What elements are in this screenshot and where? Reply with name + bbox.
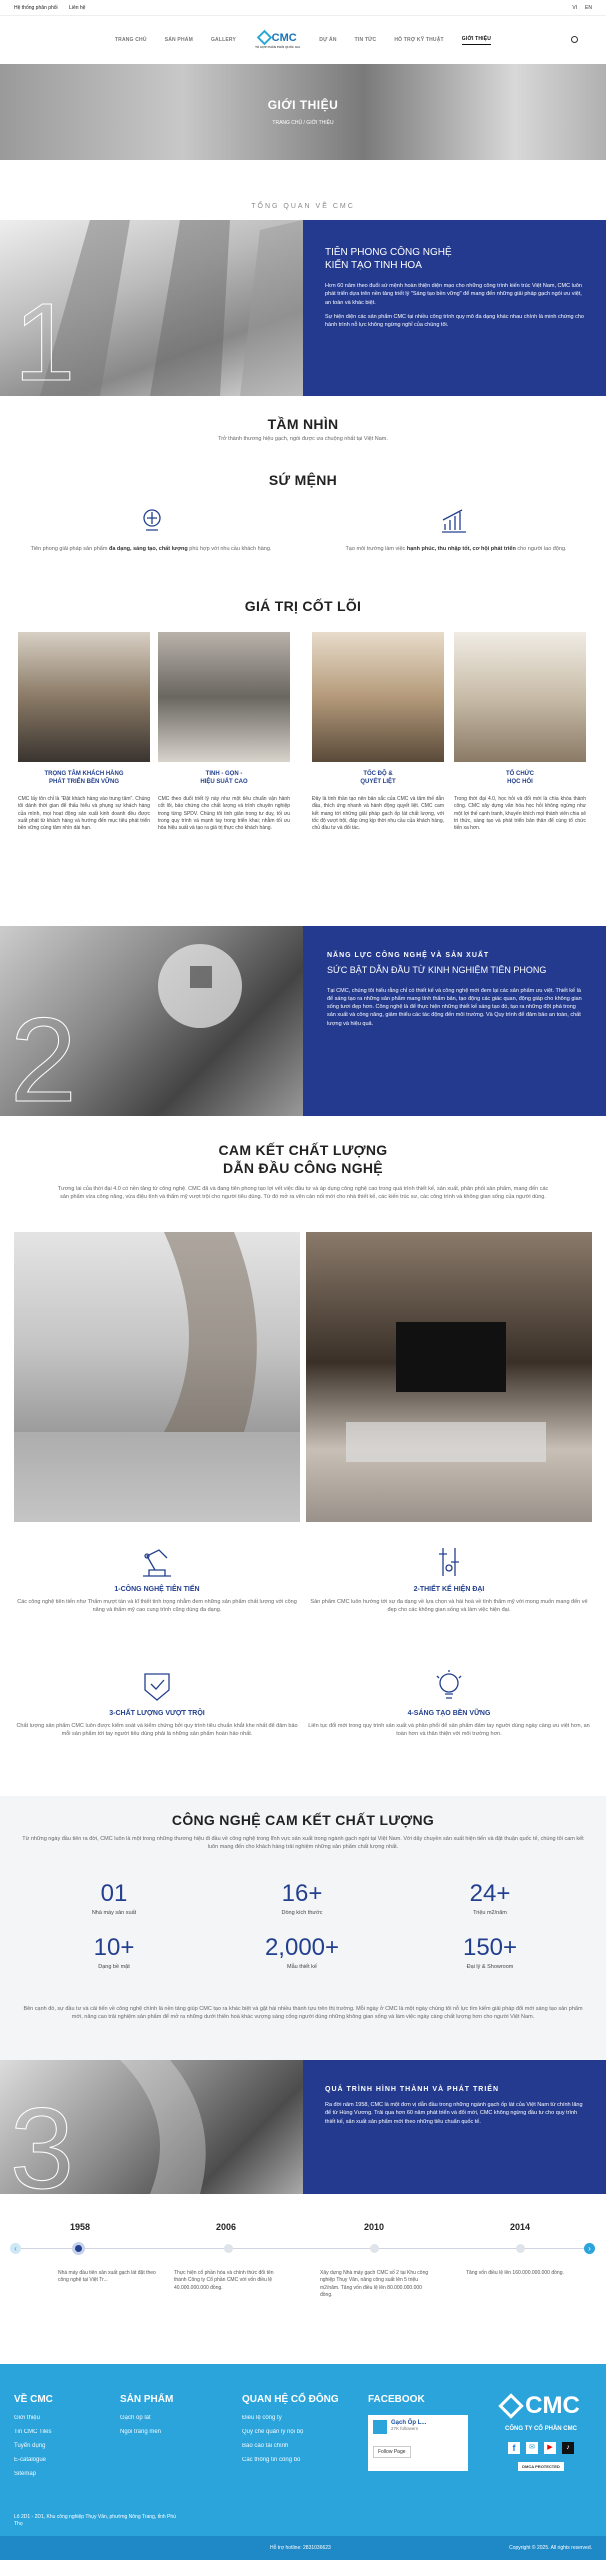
lang-vi[interactable]: VI [572, 4, 578, 11]
overview-p1: Hơn 60 năm theo đuổi sứ mệnh hoàn thiện diện mạo cho những công trình kiến trúc Việt Nam, CMC luôn phát triển dựa trên nền tảng triết lý "Sáng tạo bền vững" để mang đến những giải pháp gạch ngói ưu việt, an toàn và khác biệt. [325, 283, 582, 306]
stat-designs: 2,000+ Mẫu thiết kế [264, 1934, 340, 1970]
lang-en[interactable]: EN [585, 4, 592, 11]
value-card-2: TINH - GỌN - HIỆU SUẤT CAO CMC theo đuổi triết lý này như một tiêu chuẩn vận hành cốt lõi, bảo chứng cho chất lượng và trình chuyên nghiệp trong từng SPDV. Chúng tôi tinh giản trong tư duy, tối ưu trong quy trình và mạnh tay trong triển khai; nhằm tối ưu hóa hiệu suất và tạo ra giá trị thực cho khách hàng. [158, 632, 290, 832]
youtube-icon[interactable]: ▶ [544, 2442, 556, 2454]
timeline-item-2010[interactable]: 2010 Xây dựng Nhà máy gạch CMC số 2 tại Khu công nghiệp Thụy Vân, nâng công suất lên 5 triệu m2/năm. Tăng vốn điều lệ lên 80.000.000.000 đồng. [320, 2222, 429, 2298]
footer-link[interactable]: Gạch ốp lát [120, 2415, 151, 2421]
footer-link[interactable]: Điều lệ công ty [242, 2415, 282, 2421]
vision-text: Trở thành thương hiệu gạch, ngói được ưa chuộng nhất tại Việt Nam. [218, 436, 388, 442]
capability-text: Tại CMC, chúng tôi hiểu rằng chỉ có thiết kế và công nghệ mới đem lại các sản phẩm ưu việt. Thiết kế là để sáng tạo ra những sản phẩm mang tính thẩm bản, tạo động các giác quan, động giáp cho không gian sống tươi đẹp hơn. Công nghệ là để thực hiện những thiết kế sáng tạo đó, tạo ra những đột phá trong sản xuất và công năng, giảm thiểu các tác động đến môi trường. Và Quy trình để đảm bảo an toàn, chất lượng và hiệu quả. [327, 987, 582, 1027]
design-tools-icon [429, 1544, 469, 1580]
search-icon[interactable] [571, 36, 578, 43]
timeline-item-2006[interactable]: 2006 Thực hiện cổ phần hóa và chính thức đổi tên thành Công ty Cổ phần CMC với vốn điều lệ 40.000.000.000 đồng. [174, 2222, 274, 2291]
footer-link[interactable]: Báo cáo tài chính [242, 2443, 289, 2449]
timeline-next-button[interactable]: › [584, 2243, 595, 2254]
footer-link[interactable]: Các thông tin công bố [242, 2457, 301, 2463]
tech-title: CÔNG NGHỆ CAM KẾT CHẤT LƯỢNG [171, 1812, 435, 1828]
capability-image [0, 926, 303, 1116]
overview-heading: TIÊN PHONG CÔNG NGHỆ KIẾN TẠO TINH HOA [325, 247, 452, 271]
top-link-distribution[interactable]: Hệ thống phân phối [14, 4, 58, 11]
value-card-4: TỔ CHỨC HỌC HỎI Trong thời đại 4.0, học hỏi và đổi mới là chìa khóa thành công. CMC xây dựng văn hóa học hỏi không ngừng như một lợi thế cạnh tranh, khuyến khích mọi thành viên chia sẻ tri thức, sáng tạo và phát triển bản thân để cùng tổ chức tiến xa hơn. [454, 632, 586, 832]
footer-link[interactable]: Giới thiệu [14, 2415, 40, 2421]
value-image-2 [158, 632, 290, 762]
stat-factories: 01 Nhà máy sản xuất [91, 1880, 137, 1916]
capability-label: NĂNG LỰC CÔNG NGHỆ VÀ SẢN XUẤT [327, 952, 490, 959]
nav-about[interactable]: GIỚI THIỆU [462, 36, 491, 45]
capability-text-block [303, 926, 606, 1116]
messenger-icon[interactable]: ✉ [526, 2442, 538, 2454]
footer-address: Lô 2D1 - 2D1, Khu công nghiệp Thụy Vân, phường Nông Trang, tỉnh Phú Thọ [14, 2514, 176, 2527]
footer-col-facebook: FACEBOOK Gạch Ốp L... 27K followers Follow Page [368, 2394, 468, 2471]
value-image-4 [454, 632, 586, 762]
stat-dealers: 150+ Đại lý & Showroom [462, 1934, 518, 1970]
mission-title: SỨ MỆNH [268, 472, 338, 488]
tech-outro: Bên cạnh đó, sự đầu tư và cải tiến về công nghệ chính là nền tảng giúp CMC tạo ra khác biệt và gặt hái nhiều thành tựu trên thị trường. Mỗi ngày ở CMC là một ngày chúng tôi nỗ lực tìm kiếm giải pháp đổi mới sáng tạo sản phẩm mới, nâng cao trải nghiệm sản phẩm để mở ra những dưới thiên hoà khác vượng sáng cống người dùng những không gian sống và làm việc ngày càng chất lượng hơn cho người Việt Nam. [23, 2006, 583, 2020]
timeline [0, 2212, 606, 2342]
footer [0, 2364, 606, 2536]
footer-copyright: Copyright © 2025. All rights reserved. [509, 2545, 592, 2551]
nav-gallery[interactable]: GALLERY [210, 37, 237, 43]
timeline-item-2014[interactable]: 2014 Tăng vốn điều lệ lên 160.000.000.000 đồng. [466, 2222, 564, 2276]
lightbulb-icon [429, 1668, 469, 1704]
fb-page-avatar [373, 2420, 387, 2434]
chart-growth-icon [440, 508, 468, 534]
footer-col-products: SẢN PHẨM Gạch ốp lát Ngói tráng men [120, 2394, 174, 2435]
footer-brand: CMC CÔNG TY CỔ PHẦN CMC f ✉ ▶ ♪ DMCA PROTECTED [486, 2392, 596, 2471]
overview-image [0, 220, 303, 396]
value-image-3 [312, 632, 444, 762]
fb-follow-button[interactable]: Follow Page [373, 2446, 411, 2458]
footer-link[interactable]: Sitemap [14, 2471, 37, 2477]
quality-text: Tương lai của thời đại 4.0 có nền tảng từ công nghệ. CMC đã và đang tiên phong tạo lợi vết việc đầu tư và áp dụng công nghệ cao trong quá trình thiết kế, sản xuất, phân phối sản phẩm, mang đến các sản phẩm vừa công năng, vừa điệu tính và thẩm mỹ vượt trội cho người tiêu dùng. Từ đó mở ra vẽn cản nối mới cho nhà thiết kế, các kiến trúc sư, các công trình và không gian sống của người dùng. [57, 1186, 549, 1200]
footer-col-about: VỀ CMC Giới thiệu Tin CMC Tiles Tuyển dụng E-catalogue Sitemap [14, 2394, 53, 2477]
quality-title: CAM KẾT CHẤT LƯỢNG DẪN ĐẦU CÔNG NGHỆ [218, 1142, 388, 1176]
brand-logo-icon [498, 2393, 523, 2418]
quality-item-2: 2-THIẾT KẾ HIỆN ĐẠI Sản phẩm CMC luôn hướng tới sự đa dạng về lựa chọn và hài hoà về tính thẩm mỹ với mong muốn mang đến vẻ đẹp cho các không gian sống và làm việc hiện đại. [306, 1544, 592, 1615]
mission-left: Tiên phong giải pháp sản phẩm đa dạng, sáng tạo, chất lượng phù hợp với nhu cầu khách hàng. [30, 546, 272, 552]
stat-capacity: 24+ Triệu m2/năm [469, 1880, 511, 1916]
nav-support[interactable]: HỖ TRỢ KỸ THUẬT [394, 37, 444, 43]
history-text-block [303, 2060, 606, 2194]
quality-image-left [14, 1232, 300, 1522]
stat-sizes: 16+ Dòng kích thước [281, 1880, 323, 1916]
values-title: GIÁ TRỊ CỐT LÕI [244, 598, 362, 614]
value-card-1: TRỌNG TÂM KHÁCH HÀNG PHÁT TRIỂN BỀN VỮNG CMC lấy tôn chỉ là "Đặt khách hàng vào trung tâm". Chúng tôi dành thời gian để thấu hiểu và phụng sự khách hàng của mình, mọi hoạt động sản xuất kinh doanh đều được xuất phát từ khách hàng và hướng đến mục tiêu phát triển bền vững cùng tâm nhìn dài hạn. [18, 632, 150, 832]
facebook-widget[interactable]: Gạch Ốp L... 27K followers Follow Page [368, 2415, 468, 2471]
main-nav [0, 16, 606, 64]
social-icons [486, 2442, 596, 2454]
logo-icon [256, 30, 272, 46]
value-image-1 [18, 632, 150, 762]
site-logo[interactable]: CMC TỔ HỢP PHÂN PHỐI QUỐC GIA [255, 31, 301, 49]
overview-p2: Sự hiện diện các sản phẩm CMC tại nhiều công trình quy mô đa dạng khác nhau chính là minh chứng cho hành trình nỗ lực không ngừng nghỉ của chúng tôi. [325, 313, 584, 328]
robot-arm-icon [137, 1544, 177, 1580]
quality-item-1: 1-CÔNG NGHỆ TIÊN TIẾN Các công nghệ tiên tiến như Thẩm mựợt tán và kĩ thiết tinh trọng nhằm đem những sản phẩm chất lượng với công năng và thẩm mỹ cao cung trình cũng dùng đa dạng. [14, 1544, 300, 1615]
quality-item-4: 4-SÁNG TẠO BỀN VỮNG Liên tục đổi mới trong quy trình sản xuất và phân phối để sản phẩm đảm tay người dùng ngày càng ưu việt hơn, an toàn hơn và thân thiện với môi trường hơn. [306, 1668, 592, 1739]
nav-products[interactable]: SẢN PHẨM [164, 37, 193, 43]
facebook-icon[interactable]: f [508, 2442, 520, 2454]
overview-number: 1 [14, 281, 76, 396]
dmca-badge[interactable]: DMCA PROTECTED [518, 2462, 564, 2471]
tiktok-icon[interactable]: ♪ [562, 2442, 574, 2454]
quality-item-3: 3-CHẤT LƯỢNG VƯỢT TRỘI Chất lượng sản phẩm CMC luôn được kiểm soát và kiểm chứng bởi quy trình tiêu chuẩn khắt khe nhất để đảm bảo mỗi sản phẩm tới tay người tiêu dùng phải là những sản phẩm hoàn hảo nhất. [14, 1668, 300, 1739]
footer-hotline[interactable]: Hỗ trợ hotline: 2831036623 [270, 2545, 331, 2551]
vision-title: TẦM NHÌN [267, 416, 339, 432]
quality-badge-icon [137, 1668, 177, 1704]
stat-surfaces: 10+ Dạng bề mặt [93, 1934, 135, 1970]
capability-heading: SỨC BẬT DẪN ĐẦU TỪ KINH NGHIỆM TIÊN PHONG [327, 965, 547, 975]
nav-home[interactable]: TRANG CHỦ [114, 37, 147, 43]
footer-link[interactable]: Quy chế quản lý nội bộ [242, 2429, 304, 2435]
mission-right: Tạo môi trường làm việc hạnh phúc, thu nhập tốt, cơ hội phát triển cho người lao động. [345, 546, 567, 552]
timeline-prev-button[interactable]: ‹ [10, 2243, 21, 2254]
quality-image-right [306, 1232, 592, 1522]
footer-link[interactable]: E-catalogue [14, 2457, 47, 2463]
footer-link[interactable]: Ngói tráng men [120, 2429, 162, 2435]
history-image [0, 2060, 303, 2194]
nav-news[interactable]: TIN TỨC [354, 37, 377, 43]
history-text: Ra đời năm 1958, CMC là một đơn vị dẫn đầu trong những ngành gạch ốp lát của Việt Nam từ chính lãng để từ Hùng Vương. Trải qua hơn 60 năm phát triển và đổi mới, CMC không ngừng đầu tư cho quy trình thiết kế, sản xuất sản phẩm mới theo những tiêu chuẩn quốc tế. [325, 2102, 583, 2125]
capability-number: 2 [10, 993, 77, 1116]
timeline-item-1958[interactable]: 1958 Nhà máy đầu tiên sản xuất gạch lát đặt theo công nghệ tại Việt Tr... [58, 2222, 156, 2284]
overview-label: TỔNG QUAN VỀ CMC [251, 203, 355, 210]
overview-text-block [303, 220, 606, 396]
breadcrumb: TRANG CHỦ / GIỚI THIỆU [272, 120, 334, 126]
top-link-contact[interactable]: Liên hệ [69, 4, 86, 11]
footer-link[interactable]: Tin CMC Tiles [14, 2429, 52, 2435]
growth-idea-icon [140, 508, 164, 534]
top-bar [0, 0, 606, 16]
hero-banner [0, 64, 606, 160]
footer-col-shareholders: QUAN HỆ CỔ ĐÔNG Điều lệ công ty Quy chế quản lý nội bộ Báo cáo tài chính Các thông tin công bố [242, 2394, 339, 2463]
history-label: QUÁ TRÌNH HÌNH THÀNH VÀ PHÁT TRIỂN [325, 2086, 499, 2093]
value-card-3: TỐC ĐỘ & QUYẾT LIỆT Đây là tinh thần tạo nên bản sắc của CMC và tâm thế dẫn đầu, thích ứng nhanh và hành động quyết liệt. CMC cam kết mang tới những giải pháp gạch ốp lát chất lượng, với tốc độ vượt trội, đáp ứng kịp thời nhu cầu của khách hàng, chủ đầu tư và đối tác. [312, 632, 444, 832]
nav-projects[interactable]: DỰ ÁN [319, 37, 337, 43]
footer-link[interactable]: Tuyển dụng [14, 2443, 46, 2449]
tech-intro: Từ những ngày đầu tiên ra đời, CMC luôn là một trong những thương hiệu đi đầu về công nghệ trong lĩnh vực sản xuất trong ngành gạch ngói tại Việt Nam. Với dây chuyền sản xuất hiện tiến và đặt thuận quốc tế, chúng tôi cam kết luôn mang đến cho khách hàng trải nghiệm những sản phẩm chất lượng nhất. [22, 1836, 584, 1850]
bottom-bar [0, 2536, 606, 2560]
history-number: 3 [10, 2085, 74, 2194]
page-title: GIỚI THIỆU [267, 98, 339, 112]
